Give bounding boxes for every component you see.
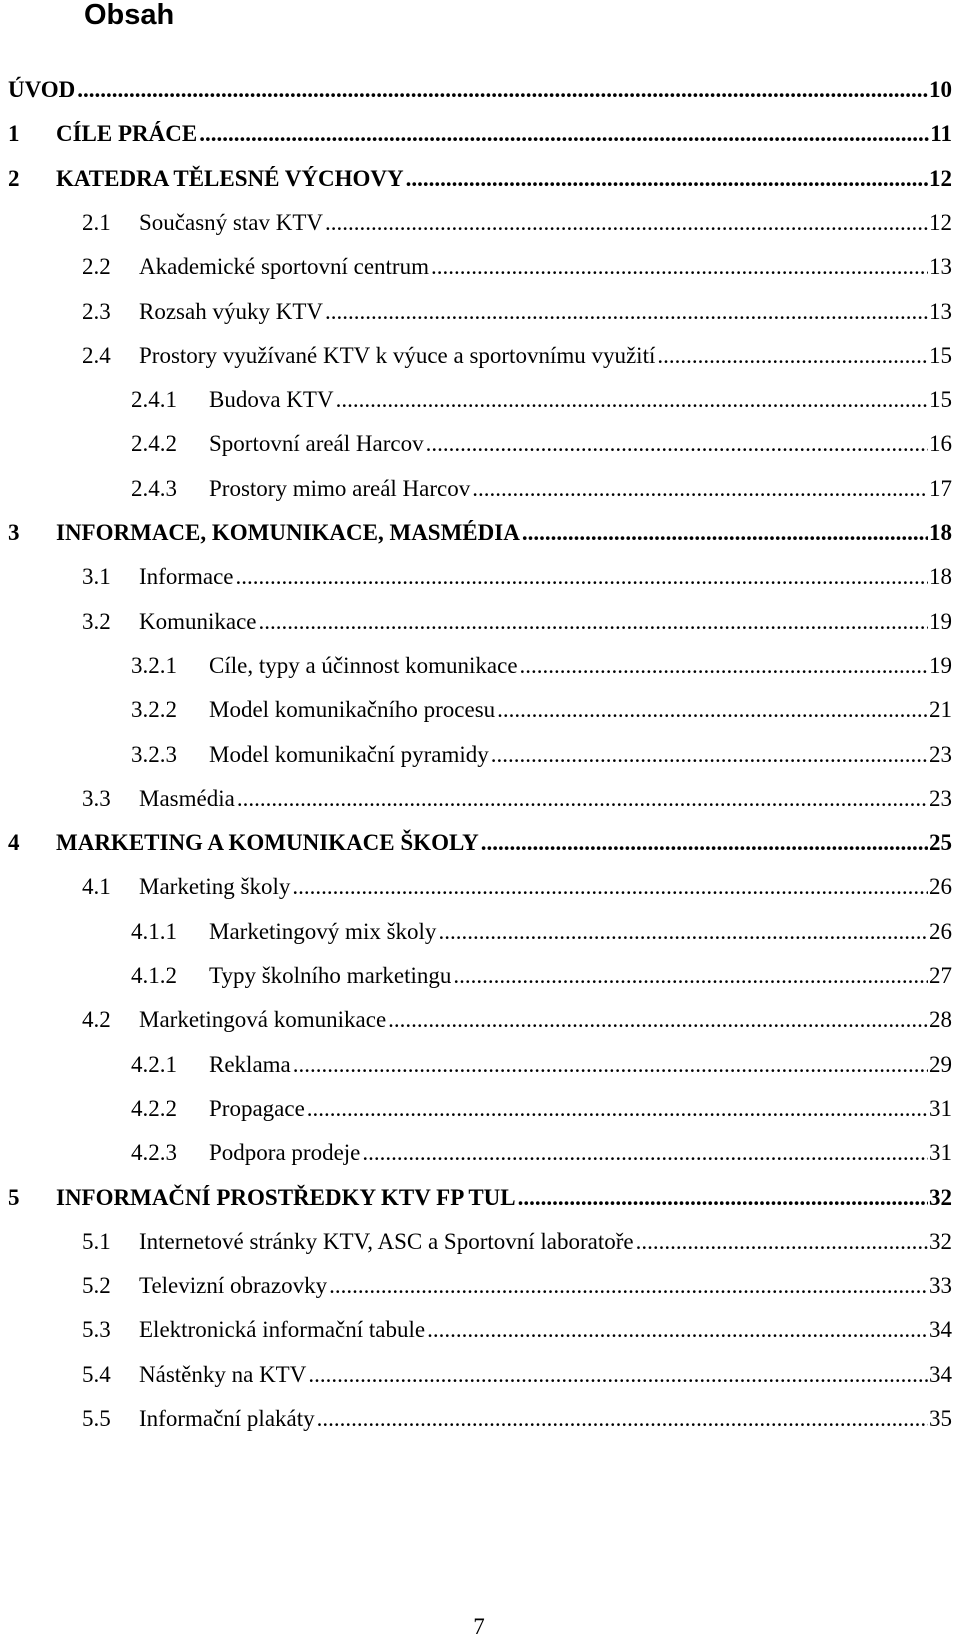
toc-entry-line [139,208,952,238]
toc-entry-line [209,917,952,947]
toc-entry-number: 4.2.2 [131,1095,177,1121]
toc-entry-page: 23 [929,785,952,811]
toc-entry-number: 5.5 [82,1406,111,1431]
toc-entry-page: 18 [929,520,952,545]
toc-entry-page: 26 [929,874,952,900]
toc-entry-page: 15 [929,387,952,413]
toc-entry-page: 28 [929,1007,952,1033]
toc-entry-line [139,872,952,902]
toc-entry-title: Typy školního marketingu [209,961,453,991]
toc-entry-title: Prostory využívané KTV k výuce a sportovnímu využití [139,341,657,371]
toc-dot-leader [236,562,929,592]
toc-entry[interactable] [0,385,960,415]
toc-entry-line [139,562,952,592]
toc-entry-number: 4.1 [82,874,111,900]
toc-dot-leader [199,119,929,149]
toc-entry-number: 1 [8,121,20,147]
toc-entry[interactable] [0,75,960,105]
toc-entry-number: 3.3 [82,785,111,811]
toc-entry-number: 5.1 [82,1228,111,1254]
toc-entry[interactable] [0,341,960,371]
toc-entry-page: 19 [929,652,952,678]
toc-entry-page: 17 [929,475,952,501]
toc-entry-line [139,297,952,327]
toc-dot-leader [657,341,928,371]
toc-entry[interactable] [0,917,960,947]
toc-entry-title: Současný stav KTV [139,208,325,238]
toc-entry-number: 3.2.1 [131,652,177,678]
toc-entry-number: 2.4.3 [131,475,177,501]
toc-entry-page: 31 [929,1095,952,1121]
toc-entry[interactable] [0,828,960,858]
toc-entry[interactable] [0,119,960,149]
toc-entry-line [56,1183,952,1213]
toc-dot-leader [259,607,928,637]
toc-entry-title: ÚVOD [8,75,77,105]
toc-entry-line [139,1005,952,1035]
toc-dot-leader [388,1005,928,1035]
toc-entry-number: 4.1.2 [131,963,177,988]
toc-entry-page: 33 [929,1273,952,1299]
toc-entry-line [56,119,952,149]
toc-entry-number: 3.2 [82,608,111,634]
toc-dot-leader [438,917,928,947]
toc-entry-title: Prostory mimo areál Harcov [209,474,472,504]
toc-entry[interactable] [0,474,960,504]
toc-entry-line [209,1138,952,1168]
toc-entry-line [139,341,952,371]
toc-dot-leader [293,1050,928,1080]
toc-entry-number: 4.2.1 [131,1051,177,1077]
toc-entry-title: Nástěnky na KTV [139,1360,308,1390]
toc-entry-number: 3.2.2 [131,697,177,723]
toc-entry-number: 5.3 [82,1317,111,1343]
toc-entry-number: 5.4 [82,1361,111,1387]
toc-entry[interactable] [0,651,960,681]
toc-entry-title: Komunikace [139,607,259,637]
toc-entry-number: 4 [8,830,20,856]
toc-entry-page: 16 [929,431,952,457]
toc-dot-leader [520,651,928,681]
toc-entry[interactable] [0,740,960,770]
toc-entry-page: 19 [929,608,952,634]
toc-entry-page: 10 [929,77,952,102]
toc-dot-leader [308,1360,928,1390]
toc-entry-page: 31 [929,1140,952,1166]
toc-entry-page: 27 [929,963,952,988]
toc-entry-title: Marketingová komunikace [139,1005,388,1035]
toc-entry-line [209,385,952,415]
toc-entry-number: 2.4 [82,342,111,368]
toc-dot-leader [481,828,928,858]
toc-entry-number: 2.1 [82,209,111,235]
toc-entry[interactable] [0,1050,960,1080]
toc-entry-title: CÍLE PRÁCE [56,119,199,149]
toc-entry[interactable] [0,784,960,814]
toc-entry-number: 2 [8,165,20,191]
toc-entry-page: 11 [930,121,952,147]
toc-entry-line [139,1360,952,1390]
toc-entry[interactable] [0,961,960,991]
toc-entry-line [139,1271,952,1301]
toc-entry-line [139,1404,952,1434]
toc-entry-title: Televizní obrazovky [139,1271,329,1301]
toc-dot-leader [307,1094,928,1124]
toc-entry-page: 25 [929,830,952,856]
toc-entry-line [209,429,952,459]
toc-entry[interactable] [0,1183,960,1213]
toc-entry-title: Marketingový mix školy [209,917,438,947]
toc-dot-leader [497,695,928,725]
toc-entry-number: 5.2 [82,1273,111,1299]
toc-entry-line [209,474,952,504]
toc-entry-number: 5 [8,1184,20,1210]
toc-dot-leader [427,1315,928,1345]
toc-entry-line [139,784,952,814]
page-number-text: 7 [473,1614,485,1639]
toc-entry-title: Marketing školy [139,872,292,902]
toc-entry-title: Internetové stránky KTV, ASC a Sportovní laboratoře [139,1227,636,1257]
toc-entry-number: 2.3 [82,298,111,324]
toc-entry-page: 23 [929,741,952,767]
toc-entry-title: Akademické sportovní centrum [139,252,431,282]
toc-dot-leader [453,961,928,991]
toc-entry[interactable] [0,429,960,459]
toc-entry[interactable] [0,1271,960,1301]
toc-entry-page: 29 [929,1051,952,1077]
toc-entry[interactable] [0,297,960,327]
toc-entry-line [56,518,952,548]
toc-dot-leader [522,518,928,548]
toc-entry-title: KATEDRA TĚLESNÉ VÝCHOVY [56,164,406,194]
toc-entry-line [8,75,952,105]
toc-entry-number: 3.1 [82,564,111,590]
toc-entry-title: INFORMACE, KOMUNIKACE, MASMÉDIA [56,518,522,548]
toc-entry[interactable] [0,607,960,637]
toc-entry[interactable] [0,164,960,194]
toc-entry-line [139,252,952,282]
toc-entry-title: MARKETING A KOMUNIKACE ŠKOLY [56,828,481,858]
page-title: Obsah [84,0,175,31]
page-number [0,1612,960,1642]
toc-entry-title: Informační plakáty [139,1404,317,1434]
toc-entry-line [139,607,952,637]
toc-entry-page: 18 [929,564,952,590]
toc-dot-leader [336,385,928,415]
toc-entry-page: 34 [929,1317,952,1343]
toc-entry-number: 4.2 [82,1007,111,1033]
toc-entry-page: 12 [929,165,952,191]
toc-entry[interactable] [0,252,960,282]
toc-entry-line [209,740,952,770]
toc-entry-line [209,961,952,991]
toc-entry-page: 13 [929,254,952,280]
toc-dot-leader [472,474,928,504]
toc-dot-leader [292,872,928,902]
toc-entry-number: 3 [8,520,20,545]
toc-dot-leader [518,1183,928,1213]
toc-dot-leader [329,1271,928,1301]
toc-entry[interactable] [0,1138,960,1168]
toc-entry-number: 2.4.1 [131,387,177,413]
toc-entry-title: Podpora prodeje [209,1138,362,1168]
toc-entry-line [139,1227,952,1257]
toc-entry-title: Masmédia [139,784,237,814]
toc-entry[interactable] [0,872,960,902]
toc-entry[interactable] [0,208,960,238]
toc-entry-line [209,1094,952,1124]
toc-dot-leader [325,208,928,238]
toc-entry[interactable] [0,695,960,725]
toc-dot-leader [237,784,928,814]
toc-entry[interactable] [0,518,960,548]
toc-entry-page: 35 [929,1406,952,1431]
toc-entry-page: 21 [929,697,952,723]
toc-entry-number: 2.4.2 [131,431,177,457]
toc-entry-line [209,695,952,725]
toc-dot-leader [431,252,928,282]
toc-dot-leader [77,75,928,105]
toc-entry-title: Model komunikační pyramidy [209,740,491,770]
toc-entry-number: 4.2.3 [131,1140,177,1166]
toc-dot-leader [636,1227,928,1257]
toc-entry[interactable] [0,1094,960,1124]
toc-entry-title: Elektronická informační tabule [139,1315,427,1345]
toc-entry-page: 12 [929,209,952,235]
toc-entry[interactable] [0,1227,960,1257]
toc-entry-title: Informace [139,562,236,592]
toc-entry-line [209,1050,952,1080]
toc-entry-title: Cíle, typy a účinnost komunikace [209,651,520,681]
toc-dot-leader [406,164,928,194]
toc-entry-title: INFORMAČNÍ PROSTŘEDKY KTV FP TUL [56,1183,518,1213]
toc-entry-page: 32 [929,1184,952,1210]
toc-entry[interactable] [0,1360,960,1390]
toc-entry[interactable] [0,1404,960,1434]
toc-entry-page: 34 [929,1361,952,1387]
toc-dot-leader [325,297,928,327]
toc-entry-number: 3.2.3 [131,741,177,767]
toc-entry-page: 15 [929,342,952,368]
toc-entry-title: Sportovní areál Harcov [209,429,426,459]
toc-entry-title: Propagace [209,1094,307,1124]
toc-entry[interactable] [0,1315,960,1345]
toc-entry[interactable] [0,1005,960,1035]
toc-entry[interactable] [0,562,960,592]
toc-entry-page: 32 [929,1228,952,1254]
toc-entry-page: 26 [929,918,952,944]
toc-entry-number: 2.2 [82,254,111,280]
toc-entry-title: Model komunikačního procesu [209,695,497,725]
toc-entry-line [209,651,952,681]
toc-dot-leader [426,429,928,459]
toc-dot-leader [317,1404,928,1434]
toc-entry-line [56,828,952,858]
toc-entry-number: 4.1.1 [131,918,177,944]
toc-dot-leader [362,1138,928,1168]
toc-entry-title: Rozsah výuky KTV [139,297,325,327]
toc-entry-line [56,164,952,194]
toc-entry-page: 13 [929,298,952,324]
toc-entry-title: Reklama [209,1050,293,1080]
toc-entry-line [139,1315,952,1345]
toc-entry-title: Budova KTV [209,385,336,415]
toc-dot-leader [491,740,928,770]
